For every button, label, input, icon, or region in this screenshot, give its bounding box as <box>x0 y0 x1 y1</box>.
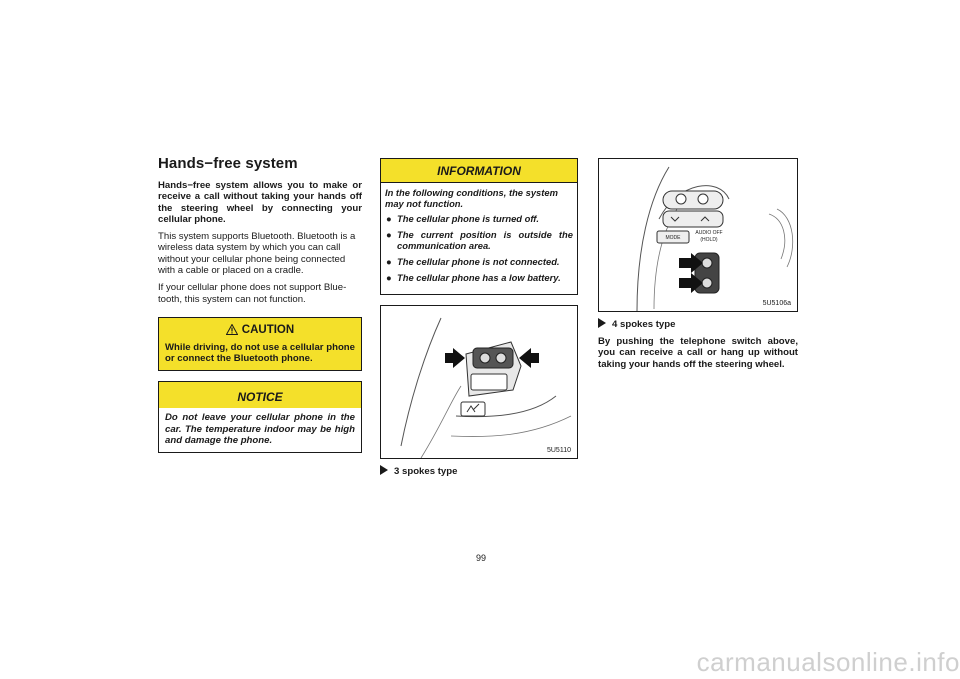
notice-text: Do not leave your cellular phone in the car. The temperature indoor may be high and damage the phone. <box>159 408 361 452</box>
information-list <box>385 213 573 283</box>
caution-heading: CAUTION <box>241 323 295 336</box>
bullet-icon: ● <box>386 256 392 267</box>
figure-code: 5U5106a <box>762 300 791 307</box>
list-item: ● The current position is outside the communication area. <box>386 229 573 251</box>
right-column <box>598 158 798 376</box>
audio-off-label: AUDIO OFF <box>695 230 723 236</box>
description-paragraph: By pushing the telephone switch above, you can receive a call or hang up without taking your hands off the steering wheel. <box>598 336 798 370</box>
caution-box <box>158 317 362 371</box>
information-intro: In the following conditions, the system may not function. <box>385 187 558 209</box>
no-support-paragraph: If your cellular phone does not support Blue-tooth, this system can not function. <box>158 282 347 305</box>
steering-switch-3-spoke-illustration <box>381 306 577 458</box>
watermark-text: carmanualsonline.info <box>696 647 960 677</box>
information-heading: INFORMATION <box>381 159 577 183</box>
caution-header <box>159 318 361 340</box>
information-box <box>380 158 578 295</box>
figure-code: 5U5110 <box>546 447 571 454</box>
caption-arrow-icon <box>380 465 388 475</box>
figure-3-spoke-wheel <box>380 305 578 459</box>
hold-label: (HOLD) <box>700 237 718 243</box>
list-item: ● The cellular phone is not connected. <box>386 256 560 267</box>
list-item: ● The cellular phone has a low battery. <box>386 272 561 283</box>
middle-column <box>380 158 578 481</box>
list-item: ● The cellular phone is turned off. <box>386 213 540 224</box>
notice-heading: NOTICE <box>159 382 361 408</box>
figure-4-spoke-wheel <box>598 158 798 312</box>
figure-caption: 3 spokes type <box>380 465 578 477</box>
bluetooth-paragraph: This system supports Bluetooth. Bluetooth is a wireless data system by which you can call without your cellular phone being connected with a cable or placed on a cradle. <box>158 231 356 277</box>
caption-arrow-icon <box>598 318 606 328</box>
section-title: Hands−free system <box>158 155 298 172</box>
left-column <box>158 155 362 453</box>
caution-text: While driving, do not use a cellular phone or connect the Bluetooth phone. <box>159 340 361 370</box>
notice-box <box>158 381 362 453</box>
figure-caption: 4 spokes type <box>598 318 798 330</box>
steering-switch-4-spoke-illustration <box>599 159 797 311</box>
intro-paragraph: Hands−free system allows you to make or receive a call without taking your hands off the steering wheel by connecting your cellular phone. <box>158 180 362 225</box>
bullet-icon: ● <box>386 213 392 224</box>
information-body <box>381 183 577 294</box>
mode-label: MODE <box>665 235 681 241</box>
bullet-icon: ● <box>386 229 392 240</box>
bullet-icon: ● <box>386 272 392 283</box>
warning-triangle-icon <box>226 324 238 338</box>
page-number: 99 <box>475 553 486 563</box>
